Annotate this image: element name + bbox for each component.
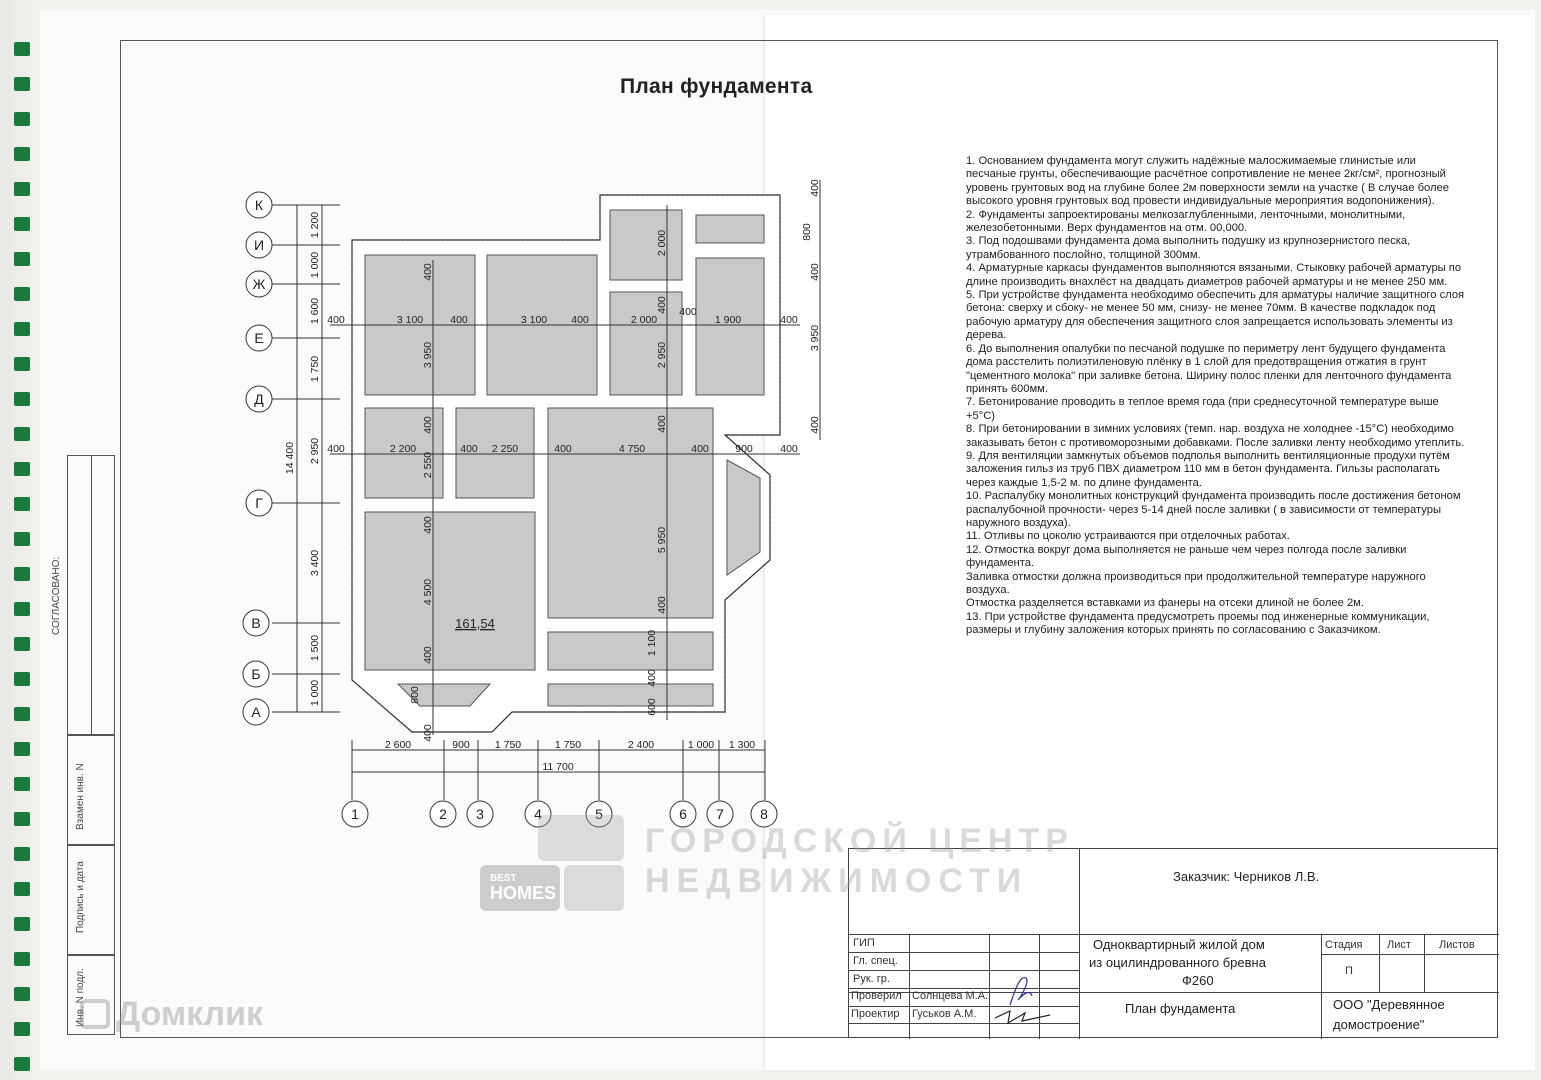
note-item: 6. До выполнения опалубки по песчаной подушке по периметру лент будущего фундамента дома расстелить полиэтиленовую плёнку в 1 слой для предотвращения отжатия в грунт "цементного молока" при заливке бетона. Ширину полос пленки для ленточного фундамента принять 600мм.	[966, 342, 1452, 395]
logo-block	[538, 815, 624, 861]
dim-left-6: 3 400	[309, 549, 321, 577]
note-item: 4. Арматурные каркасы фундаментов выполняются вязаными. Стыковку рабочей арматуры по длине производить внахлёст на двадцать диаметров рабочей арматуры и не менее 250 мм.	[966, 262, 1462, 288]
dim-v-2: 3 950	[422, 341, 434, 369]
note-item: 3. Под подошвами фундамента дома выполнить подушку из крупнозернистого песка, утрамбованного послойно, толщиной 300мм.	[966, 235, 1411, 261]
notes-list	[966, 155, 1466, 638]
row-axis-bubbles	[243, 192, 272, 725]
dim-left-3: 1 600	[309, 297, 321, 325]
tb-line	[1079, 849, 1080, 1039]
side-cell-top-right	[91, 455, 115, 735]
logo-homes: HOMES	[490, 883, 557, 903]
tb-row-line	[849, 970, 1079, 971]
dim-v-3: 400	[422, 416, 434, 434]
logo-best: BEST	[490, 873, 517, 884]
dim-right-3: 400	[809, 263, 821, 281]
note-item: 9. Для вентиляции замкнутых объемов подполья выполнить вентиляционные продухи путём заложения гильз из труб ПВХ диаметром 110 мм в бетон фундамента. Гильзы располагать через каждые 1,5-2 м. по длине фундамента.	[966, 449, 1450, 489]
dim-right-4: 3 950	[809, 324, 821, 352]
axis-zh: Ж	[252, 276, 266, 292]
dim-bottom-6: 1 000	[687, 739, 715, 751]
dim-r1-7: 400	[679, 306, 697, 318]
object-line1: Одноквартирный жилой дом	[1093, 937, 1265, 952]
designed-by: Гуськов А.М.	[912, 1008, 977, 1020]
dim-bottom-2: 900	[452, 739, 470, 751]
dim-v-18: 600	[646, 698, 658, 716]
note-item: 13. При устройстве фундамента предусмотреть проемы под инженерные коммуникации, размеры и глубину заложения которых принять по согласованию с Заказчиком.	[966, 610, 1430, 637]
axis-e: Е	[254, 330, 264, 346]
dim-v-11: 400	[656, 296, 668, 314]
sheet-header: Лист	[1387, 939, 1411, 951]
axis-1: 1	[351, 806, 359, 822]
dim-left-total: 14 400	[284, 441, 296, 475]
note-item: 1. Основанием фундамента могут служить надёжные малосжимаемые глинистые или песчаные грунты, обеспечивающие расчётное сопротивление не менее 2кг/см², прогнозный уровень грунтовых вод на глубине более 2м поверхности земли на участке ( В случае более высокого уровня грунтовых вод провести индивидуальные мероприятия водопонижения).	[966, 155, 1449, 208]
dim-bottom-3: 1 750	[494, 739, 522, 751]
note-item: 7. Бетонирование проводить в теплое время года (при среднесуточной температуре выше +5°С)	[966, 396, 1439, 422]
axis-a: А	[251, 704, 261, 720]
tb-line	[849, 934, 1499, 935]
dim-right-1: 400	[809, 179, 821, 197]
cell-a1	[548, 684, 713, 706]
dim-right-5: 400	[809, 416, 821, 434]
label-replace: Взамен инв. N	[75, 763, 86, 830]
company-line2: домостроение"	[1333, 1017, 1425, 1032]
dim-r2-9: 400	[780, 443, 798, 455]
plan-outline	[352, 195, 780, 732]
note-item: Заливка отмостки должна производиться при продолжительной температуре наружного воздуха.	[966, 570, 1426, 596]
page-title: План фундамента	[620, 75, 813, 98]
axis-k: К	[254, 197, 264, 213]
dim-bottom-4: 1 750	[554, 739, 582, 751]
dim-left-8: 1 000	[309, 679, 321, 707]
dim-r2-8: 900	[735, 443, 753, 455]
sheets-header: Листов	[1439, 939, 1475, 951]
dim-v-14: 5 950	[656, 526, 668, 554]
axis-3: 3	[476, 806, 484, 822]
dim-v-16: 1 100	[646, 629, 658, 657]
label-sign: Подпись и дата	[75, 861, 86, 933]
cell-e4	[696, 258, 764, 395]
note-item: 5. При устройстве фундамента необходимо обеспечить для арматуры наличие защитного слоя бетона: сверху и сбоку- не менее 50 мм, снизу- не менее 70мм. В качестве подкладок под рабочую арматуру для обеспечения защитного слоя запрещается использовать элементы из дерева.	[966, 289, 1465, 342]
dim-r2-6: 4 750	[618, 443, 646, 455]
dim-r2-3: 400	[460, 443, 478, 455]
domclick-icon	[80, 999, 110, 1029]
tb-row-line	[849, 988, 1079, 989]
dim-r1-9: 400	[780, 314, 798, 326]
object-line3: Ф260	[1182, 973, 1214, 988]
dim-v-8: 800	[409, 686, 421, 704]
cell-e3	[610, 292, 682, 395]
dim-r1-2: 3 100	[396, 314, 424, 326]
note-item: 10. Распалубку монолитных конструкций фундамента производить после достижения бетоном распалубочной прочности- через 5-14 дней после заливки ( в зависимости от температуры наружного воздуха).	[966, 490, 1461, 529]
role-gip: ГИП	[853, 937, 875, 949]
cell-k1	[696, 215, 764, 243]
cell-d3	[548, 408, 713, 618]
side-stamp	[43, 455, 115, 1035]
note-item: 12. Отмостка вокруг дома выполняется не раньше чем через полгода после заливки фундамента.	[966, 543, 1407, 570]
tb-line	[1379, 934, 1380, 992]
right-dimensions	[801, 179, 821, 434]
axis-b: Б	[251, 666, 261, 682]
role-designer: Проектир	[851, 1008, 900, 1020]
dim-bottom-total: 11 700	[542, 761, 574, 773]
axis-i: И	[253, 237, 265, 253]
axis-4: 4	[534, 806, 542, 822]
row-axis-labels	[251, 197, 265, 720]
tb-row-line	[849, 952, 1079, 953]
role-checked: Проверил	[851, 990, 902, 1002]
axis-6: 6	[679, 806, 687, 822]
dim-r1-3: 400	[450, 314, 468, 326]
dim-v-4: 2 550	[422, 451, 434, 479]
axis-g: Г	[255, 495, 263, 511]
dim-r2-7: 400	[691, 443, 709, 455]
dim-v-10: 2 000	[656, 229, 668, 257]
dim-r2-4: 2 250	[491, 443, 519, 455]
note-item: Отмостка разделяется вставками из фанеры на отсеки длиной не более 2м.	[966, 597, 1364, 610]
dim-left-5: 2 950	[309, 437, 321, 465]
cell-b1	[548, 629, 713, 670]
logo-block	[564, 865, 624, 911]
dim-r2-5: 400	[554, 443, 572, 455]
dim-r1-1: 400	[327, 314, 345, 326]
dim-bottom-5: 2 400	[627, 739, 655, 751]
tb-line	[1321, 954, 1499, 955]
axis-8: 8	[760, 806, 768, 822]
cell-i1	[610, 210, 682, 280]
dim-v-9: 400	[422, 724, 434, 742]
dim-v-17: 400	[646, 669, 658, 687]
dim-left-4: 1 750	[309, 355, 321, 383]
dim-r1-4: 3 100	[520, 314, 548, 326]
dim-r1-6: 2 000	[630, 314, 658, 326]
row-axes	[272, 205, 340, 712]
dim-r1-8: 1 900	[714, 314, 742, 326]
role-ruk-gr: Рук. гр.	[853, 973, 890, 985]
axis-2: 2	[439, 806, 447, 822]
dim-r2-2: 2 200	[389, 443, 417, 455]
dim-left-1: 1 200	[309, 211, 321, 239]
note-item: 8. При бетонировании в зимних условиях (темп. нар. воздуха не холоднее -15°С) необходимо заказывать бетон с противоморозными добавками. После заливки ленту необходимо утеплить.	[966, 423, 1465, 449]
dim-left-2: 1 000	[309, 251, 321, 279]
note-item: 11. Отливы по цоколю устраиваются при отделочных работах.	[966, 530, 1290, 543]
dim-v-5: 400	[422, 516, 434, 534]
domclick-text: Домклик	[116, 995, 264, 1033]
stage-header: Стадия	[1325, 939, 1363, 951]
role-gl-spec: Гл. спец.	[853, 955, 898, 967]
signature-designer	[990, 1003, 1060, 1028]
left-dimensions	[284, 212, 321, 706]
dim-v-6: 4 500	[422, 578, 434, 606]
tb-col-line	[909, 934, 910, 1039]
customer: Заказчик: Черников Л.В.	[1173, 869, 1320, 884]
dim-r1-5: 400	[571, 314, 589, 326]
checked-by: Солнцева М.А.	[912, 990, 989, 1002]
watermark-domclick	[80, 995, 263, 1034]
object-line2: из оцилиндрованного бревна	[1089, 955, 1266, 970]
cell-g1	[365, 512, 535, 670]
tb-line	[1424, 934, 1425, 992]
dim-bottom-1: 2 600	[384, 739, 412, 751]
stage-value: П	[1345, 965, 1353, 977]
dim-r2-1: 400	[327, 443, 345, 455]
watermark-center-2: НЕДВИЖИМОСТИ	[645, 862, 1029, 900]
watermark-center-1: ГОРОДСКОЙ ЦЕНТР	[645, 822, 1074, 860]
label-agreed: СОГЛАСОВАНО:	[51, 556, 62, 635]
dim-v-7: 400	[422, 646, 434, 664]
dim-v-12: 2 950	[656, 341, 668, 369]
best-homes-logo	[480, 815, 626, 913]
dim-v-15: 400	[656, 596, 668, 614]
tb-line	[1321, 934, 1322, 1039]
dim-v-1: 400	[422, 263, 434, 281]
axis-d: Д	[254, 391, 264, 407]
note-item: 2. Фундаменты запроектированы мелкозаглубленными, ленточными, монолитными, железобетонными. Верх фундаментов на отм. 00,000.	[966, 208, 1406, 235]
label-inv: Инв. N подл.	[75, 968, 86, 1027]
area-value: 161,54	[455, 616, 495, 631]
dim-left-7: 1 500	[309, 634, 321, 662]
axis-v: В	[251, 615, 261, 631]
sheet-name: План фундамента	[1125, 1001, 1236, 1016]
company-line1: ООО "Деревянное	[1333, 997, 1445, 1012]
axis-7: 7	[716, 806, 724, 822]
bottom-dimensions	[385, 739, 755, 773]
dim-v-13: 400	[656, 415, 668, 433]
dim-right-2: 800	[801, 223, 813, 241]
axis-5: 5	[595, 806, 603, 822]
dim-bottom-7: 1 300	[728, 739, 756, 751]
